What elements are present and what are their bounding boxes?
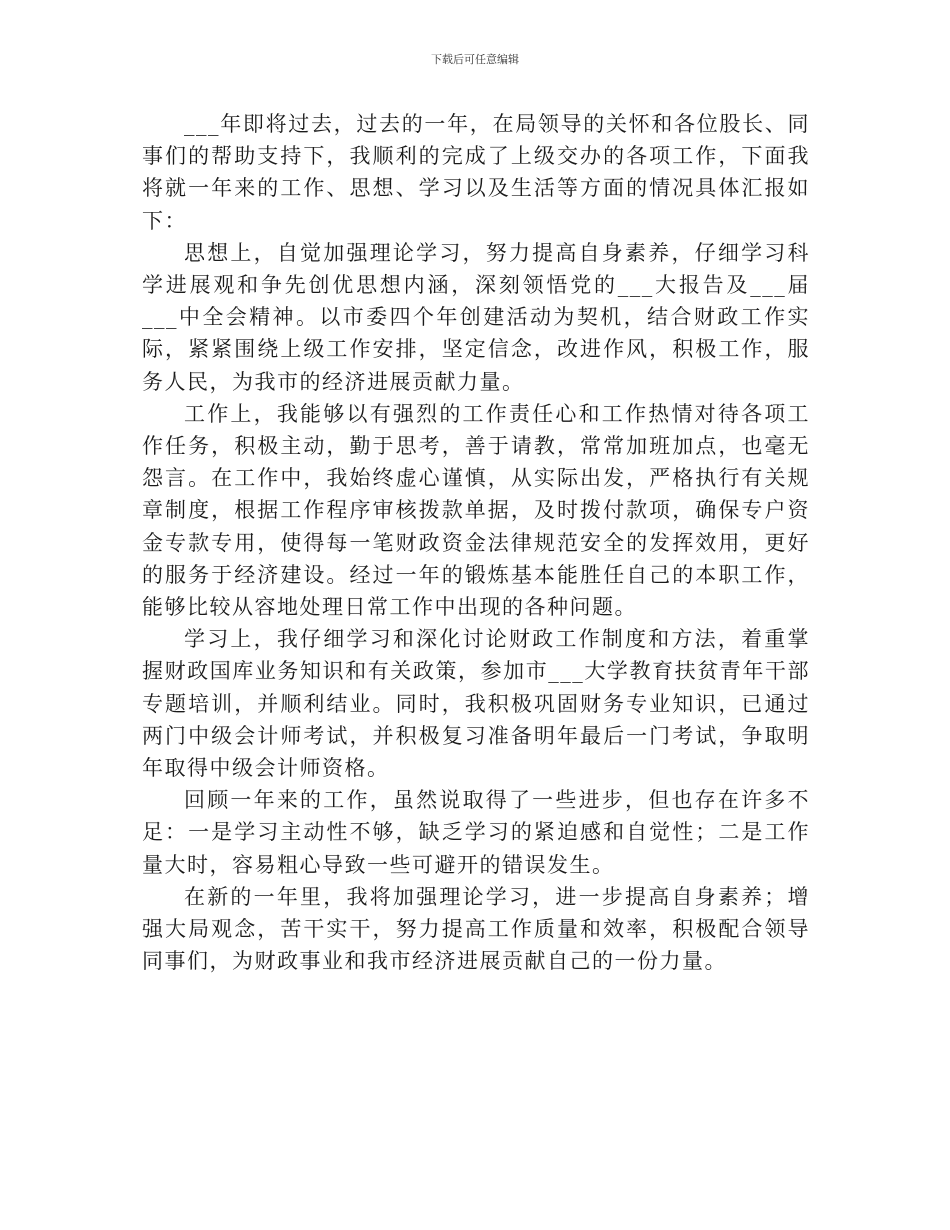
document-body [142, 108, 810, 977]
page-header: 下载后可任意编辑 [431, 53, 519, 66]
paragraph-intro: ___年即将过去，过去的一年，在局领导的关怀和各位股长、同事们的帮助支持下，我顺利的完成了上级交办的各项工作，下面我将就一年来的工作、思想、学习以及生活等方面的情况具体汇报如下： [142, 112, 810, 233]
paragraph-plan: 在新的一年里，我将加强理论学习，进一步提高自身素养；增强大局观念，苦干实干，努力提高工作质量和效率，积极配合领导同事们，为财政事业和我市经济进展贡献自己的一份力量。 [142, 884, 810, 974]
paragraph-study: 学习上，我仔细学习和深化讨论财政工作制度和方法，着重掌握财政国库业务知识和有关政策，参加市___大学教育扶贫青年干部专题培训，并顺利结业。同时，我积极巩固财务专业知识，已通过两门中级会计师考试，并积极复习准备明年最后一门考试，争取明年取得中级会计师资格。 [142, 627, 810, 781]
paragraph-review: 回顾一年来的工作，虽然说取得了一些进步，但也存在许多不足：一是学习主动性不够，缺乏学习的紧迫感和自觉性；二是工作量大时，容易粗心导致一些可避开的错误发生。 [142, 788, 810, 877]
paragraph-thought: 思想上，自觉加强理论学习，努力提高自身素养，仔细学习科学进展观和争先创优思想内涵，深刻领悟党的___大报告及___届___中全会精神。以市委四个年创建活动为契机，结合财政工作实际，紧紧围绕上级工作安排，坚定信念，改进作风，积极工作，服务人民，为我市的经济进展贡献力量。 [142, 240, 810, 394]
paragraph-work: 工作上，我能够以有强烈的工作责任心和工作热情对待各项工作任务，积极主动，勤于思考，善于请教，常常加班加点，也毫无怨言。在工作中，我始终虚心谨慎，从实际出发，严格执行有关规章制度，根据工作程序审核拨款单据，及时拨付款项，确保专户资金专款专用，使得每一笔财政资金法律规范安全的发挥效用，更好的服务于经济建设。经过一年的锻炼基本能胜任自己的本职工作，能够比较从容地处理日常工作中出现的各种问题。 [142, 401, 810, 620]
